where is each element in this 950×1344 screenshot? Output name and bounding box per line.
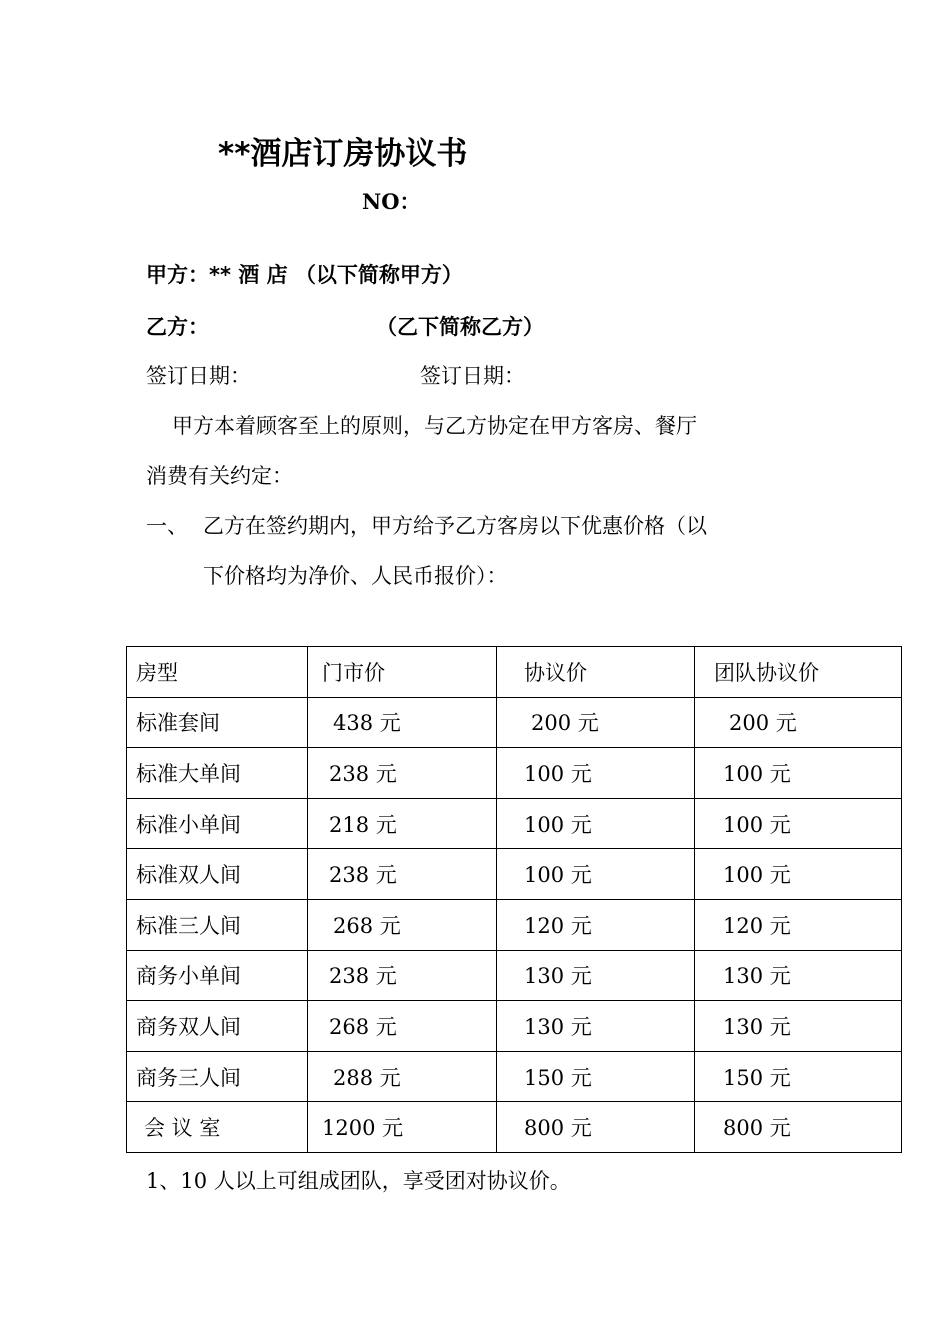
rack-rate-cell: 238 元: [308, 849, 497, 900]
document-number-label: NO：: [362, 189, 421, 214]
rack-rate-cell: 238 元: [308, 748, 497, 799]
rack-rate-cell: 438 元: [308, 697, 497, 748]
table-row: [127, 899, 902, 950]
table-row: [127, 697, 902, 748]
room-type-cell: 标准大单间: [127, 748, 308, 799]
document-title: **酒店订房协议书: [218, 136, 468, 172]
rack-rate-cell: 218 元: [308, 798, 497, 849]
agreed-rate-cell: 100 元: [497, 849, 695, 900]
table-row: [127, 1051, 902, 1102]
group-rate-cell: 200 元: [695, 697, 902, 748]
clause-1-line-2: 下价格均为净价、人民币报价）：: [203, 564, 508, 588]
party-a-line: 甲方：** 酒 店 （以下简称甲方）: [146, 263, 463, 287]
group-rate-cell: 130 元: [695, 950, 902, 1001]
room-type-cell: 商务三人间: [127, 1051, 308, 1102]
header-rack-rate: 门市价: [308, 647, 497, 698]
header-group-rate: 团队协议价: [695, 647, 902, 698]
table-row: [127, 1102, 902, 1153]
header-agreed-rate: 协议价: [497, 647, 695, 698]
agreed-rate-cell: 100 元: [497, 798, 695, 849]
group-rate-cell: 130 元: [695, 1001, 902, 1052]
intro-paragraph-line-2: 消费有关约定：: [146, 464, 293, 488]
sign-date-b: 签订日期：: [420, 364, 525, 388]
table-row: [127, 798, 902, 849]
room-type-cell: 会 议 室: [127, 1102, 308, 1153]
table-row: [127, 950, 902, 1001]
clause-1-line-1: 乙方在签约期内，甲方给予乙方客房以下优惠价格（以: [203, 514, 707, 538]
table-row: [127, 748, 902, 799]
agreed-rate-cell: 800 元: [497, 1102, 695, 1153]
group-rate-cell: 100 元: [695, 849, 902, 900]
group-rate-cell: 120 元: [695, 899, 902, 950]
group-rate-cell: 150 元: [695, 1051, 902, 1102]
party-b-note: （乙下简称乙方）: [376, 315, 544, 339]
room-type-cell: 标准套间: [127, 697, 308, 748]
agreed-rate-cell: 130 元: [497, 1001, 695, 1052]
rack-rate-cell: 268 元: [308, 1001, 497, 1052]
table-header-row: [127, 647, 902, 698]
agreed-rate-cell: 100 元: [497, 748, 695, 799]
intro-paragraph-line-1: 甲方本着顾客至上的原则，与乙方协定在甲方客房、餐厅: [172, 414, 697, 438]
table-row: [127, 1001, 902, 1052]
agreed-rate-cell: 120 元: [497, 899, 695, 950]
rack-rate-cell: 268 元: [308, 899, 497, 950]
party-b-label: 乙方：: [146, 315, 209, 339]
sign-date-a: 签订日期：: [146, 364, 251, 388]
group-rate-cell: 800 元: [695, 1102, 902, 1153]
agreed-rate-cell: 200 元: [497, 697, 695, 748]
rack-rate-cell: 1200 元: [308, 1102, 497, 1153]
group-rate-cell: 100 元: [695, 748, 902, 799]
clause-1-marker: 一、: [146, 514, 188, 538]
room-type-cell: 商务小单间: [127, 950, 308, 1001]
room-type-cell: 商务双人间: [127, 1001, 308, 1052]
room-type-cell: 标准三人间: [127, 899, 308, 950]
footnote-1: 1、10 人以上可组成团队，享受团对协议价。: [146, 1169, 571, 1193]
rack-rate-cell: 238 元: [308, 950, 497, 1001]
agreed-rate-cell: 130 元: [497, 950, 695, 1001]
room-type-cell: 标准小单间: [127, 798, 308, 849]
group-rate-cell: 100 元: [695, 798, 902, 849]
rack-rate-cell: 288 元: [308, 1051, 497, 1102]
header-room-type: 房型: [127, 647, 308, 698]
agreed-rate-cell: 150 元: [497, 1051, 695, 1102]
room-price-table: [126, 646, 902, 1153]
table-row: [127, 849, 902, 900]
room-type-cell: 标准双人间: [127, 849, 308, 900]
